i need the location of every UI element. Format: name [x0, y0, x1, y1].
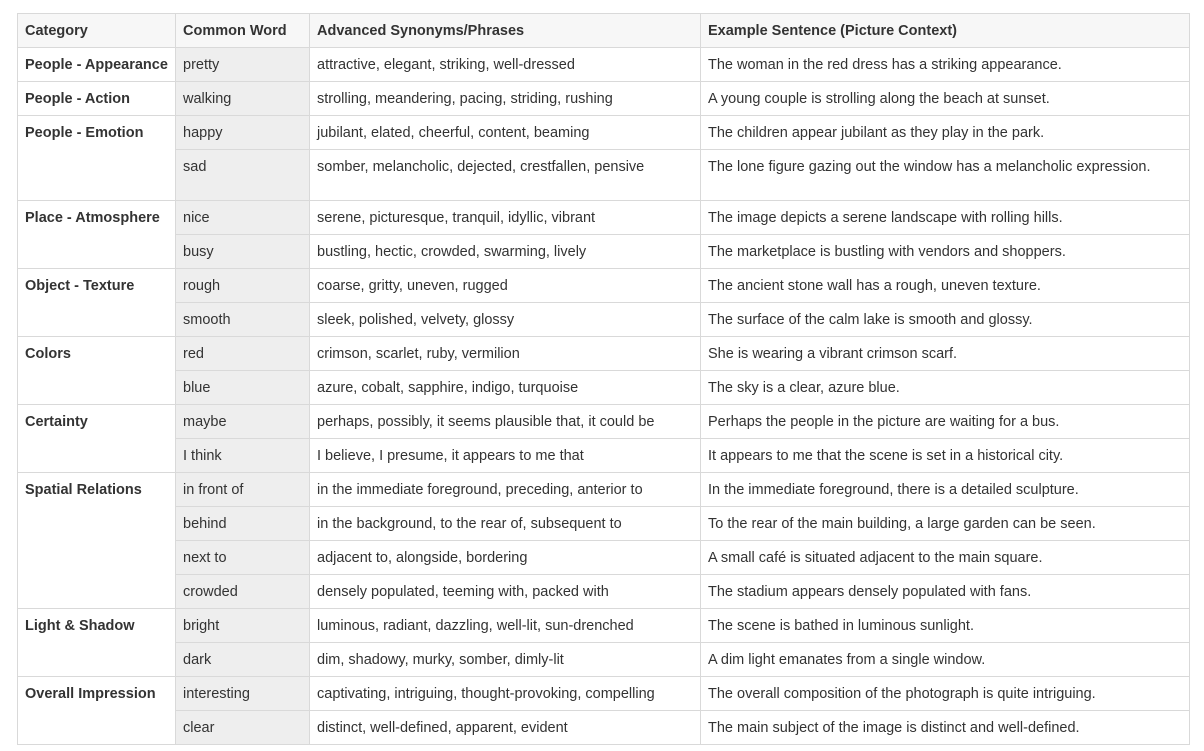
- synonyms-cell: I believe, I presume, it appears to me that: [310, 439, 701, 473]
- common-word-cell: maybe: [176, 405, 310, 439]
- synonyms-cell: azure, cobalt, sapphire, indigo, turquoise: [310, 371, 701, 405]
- example-sentence-cell: The lone figure gazing out the window has a melancholic expression.: [701, 150, 1190, 201]
- table-row: [18, 303, 1190, 337]
- synonyms-cell: bustling, hectic, crowded, swarming, lively: [310, 235, 701, 269]
- category-cell: Colors: [18, 337, 176, 405]
- category-cell: People - Action: [18, 82, 176, 116]
- table-row: [18, 541, 1190, 575]
- common-word-cell: crowded: [176, 575, 310, 609]
- table-row: [18, 269, 1190, 303]
- table-row: [18, 473, 1190, 507]
- example-sentence-cell: The children appear jubilant as they play in the park.: [701, 116, 1190, 150]
- example-sentence-cell: The ancient stone wall has a rough, uneven texture.: [701, 269, 1190, 303]
- category-cell: People - Appearance: [18, 48, 176, 82]
- example-sentence-cell: The stadium appears densely populated with fans.: [701, 575, 1190, 609]
- table-row: [18, 201, 1190, 235]
- example-sentence-cell: The sky is a clear, azure blue.: [701, 371, 1190, 405]
- synonyms-cell: strolling, meandering, pacing, striding, rushing: [310, 82, 701, 116]
- example-sentence-cell: In the immediate foreground, there is a detailed sculpture.: [701, 473, 1190, 507]
- synonyms-cell: somber, melancholic, dejected, crestfallen, pensive: [310, 150, 701, 201]
- common-word-cell: happy: [176, 116, 310, 150]
- example-sentence-cell: The scene is bathed in luminous sunlight.: [701, 609, 1190, 643]
- header-category: Category: [18, 14, 176, 48]
- synonyms-cell: perhaps, possibly, it seems plausible that, it could be: [310, 405, 701, 439]
- synonyms-cell: in the immediate foreground, preceding, anterior to: [310, 473, 701, 507]
- example-sentence-cell: The image depicts a serene landscape with rolling hills.: [701, 201, 1190, 235]
- common-word-cell: rough: [176, 269, 310, 303]
- synonyms-cell: adjacent to, alongside, bordering: [310, 541, 701, 575]
- synonyms-cell: coarse, gritty, uneven, rugged: [310, 269, 701, 303]
- category-cell: Overall Impression: [18, 677, 176, 745]
- common-word-cell: nice: [176, 201, 310, 235]
- table-row: [18, 609, 1190, 643]
- table-row: [18, 48, 1190, 82]
- example-sentence-cell: A young couple is strolling along the beach at sunset.: [701, 82, 1190, 116]
- table-row: [18, 82, 1190, 116]
- header-common-word: Common Word: [176, 14, 310, 48]
- category-cell: Light & Shadow: [18, 609, 176, 677]
- example-sentence-cell: She is wearing a vibrant crimson scarf.: [701, 337, 1190, 371]
- common-word-cell: dark: [176, 643, 310, 677]
- table-row: [18, 116, 1190, 150]
- table-row: [18, 575, 1190, 609]
- common-word-cell: busy: [176, 235, 310, 269]
- category-cell: Object - Texture: [18, 269, 176, 337]
- example-sentence-cell: The marketplace is bustling with vendors and shoppers.: [701, 235, 1190, 269]
- example-sentence-cell: The woman in the red dress has a striking appearance.: [701, 48, 1190, 82]
- category-cell: Place - Atmosphere: [18, 201, 176, 269]
- common-word-cell: pretty: [176, 48, 310, 82]
- common-word-cell: blue: [176, 371, 310, 405]
- common-word-cell: sad: [176, 150, 310, 201]
- table-row: [18, 643, 1190, 677]
- common-word-cell: clear: [176, 711, 310, 745]
- category-cell: Spatial Relations: [18, 473, 176, 609]
- example-sentence-cell: The main subject of the image is distinct and well-defined.: [701, 711, 1190, 745]
- vocabulary-table: [17, 13, 1190, 745]
- common-word-cell: smooth: [176, 303, 310, 337]
- common-word-cell: red: [176, 337, 310, 371]
- table-body: [18, 48, 1190, 745]
- common-word-cell: in front of: [176, 473, 310, 507]
- example-sentence-cell: Perhaps the people in the picture are waiting for a bus.: [701, 405, 1190, 439]
- table-row: [18, 507, 1190, 541]
- common-word-cell: interesting: [176, 677, 310, 711]
- common-word-cell: I think: [176, 439, 310, 473]
- table-row: [18, 711, 1190, 745]
- table-row: [18, 337, 1190, 371]
- synonyms-cell: crimson, scarlet, ruby, vermilion: [310, 337, 701, 371]
- table-row: [18, 439, 1190, 473]
- common-word-cell: next to: [176, 541, 310, 575]
- category-cell: Certainty: [18, 405, 176, 473]
- table-row: [18, 150, 1190, 201]
- common-word-cell: walking: [176, 82, 310, 116]
- synonyms-cell: jubilant, elated, cheerful, content, beaming: [310, 116, 701, 150]
- example-sentence-cell: To the rear of the main building, a large garden can be seen.: [701, 507, 1190, 541]
- example-sentence-cell: A dim light emanates from a single window.: [701, 643, 1190, 677]
- synonyms-cell: attractive, elegant, striking, well-dressed: [310, 48, 701, 82]
- synonyms-cell: serene, picturesque, tranquil, idyllic, vibrant: [310, 201, 701, 235]
- table-row: [18, 371, 1190, 405]
- header-row: [18, 14, 1190, 48]
- common-word-cell: bright: [176, 609, 310, 643]
- table-row: [18, 405, 1190, 439]
- table-row: [18, 677, 1190, 711]
- example-sentence-cell: The overall composition of the photograph is quite intriguing.: [701, 677, 1190, 711]
- example-sentence-cell: A small café is situated adjacent to the main square.: [701, 541, 1190, 575]
- synonyms-cell: sleek, polished, velvety, glossy: [310, 303, 701, 337]
- header-example: Example Sentence (Picture Context): [701, 14, 1190, 48]
- common-word-cell: behind: [176, 507, 310, 541]
- synonyms-cell: distinct, well-defined, apparent, evident: [310, 711, 701, 745]
- header-synonyms: Advanced Synonyms/Phrases: [310, 14, 701, 48]
- synonyms-cell: captivating, intriguing, thought-provoking, compelling: [310, 677, 701, 711]
- synonyms-cell: luminous, radiant, dazzling, well-lit, sun-drenched: [310, 609, 701, 643]
- example-sentence-cell: It appears to me that the scene is set in a historical city.: [701, 439, 1190, 473]
- synonyms-cell: densely populated, teeming with, packed with: [310, 575, 701, 609]
- category-cell: People - Emotion: [18, 116, 176, 201]
- synonyms-cell: dim, shadowy, murky, somber, dimly-lit: [310, 643, 701, 677]
- synonyms-cell: in the background, to the rear of, subsequent to: [310, 507, 701, 541]
- table-row: [18, 235, 1190, 269]
- example-sentence-cell: The surface of the calm lake is smooth and glossy.: [701, 303, 1190, 337]
